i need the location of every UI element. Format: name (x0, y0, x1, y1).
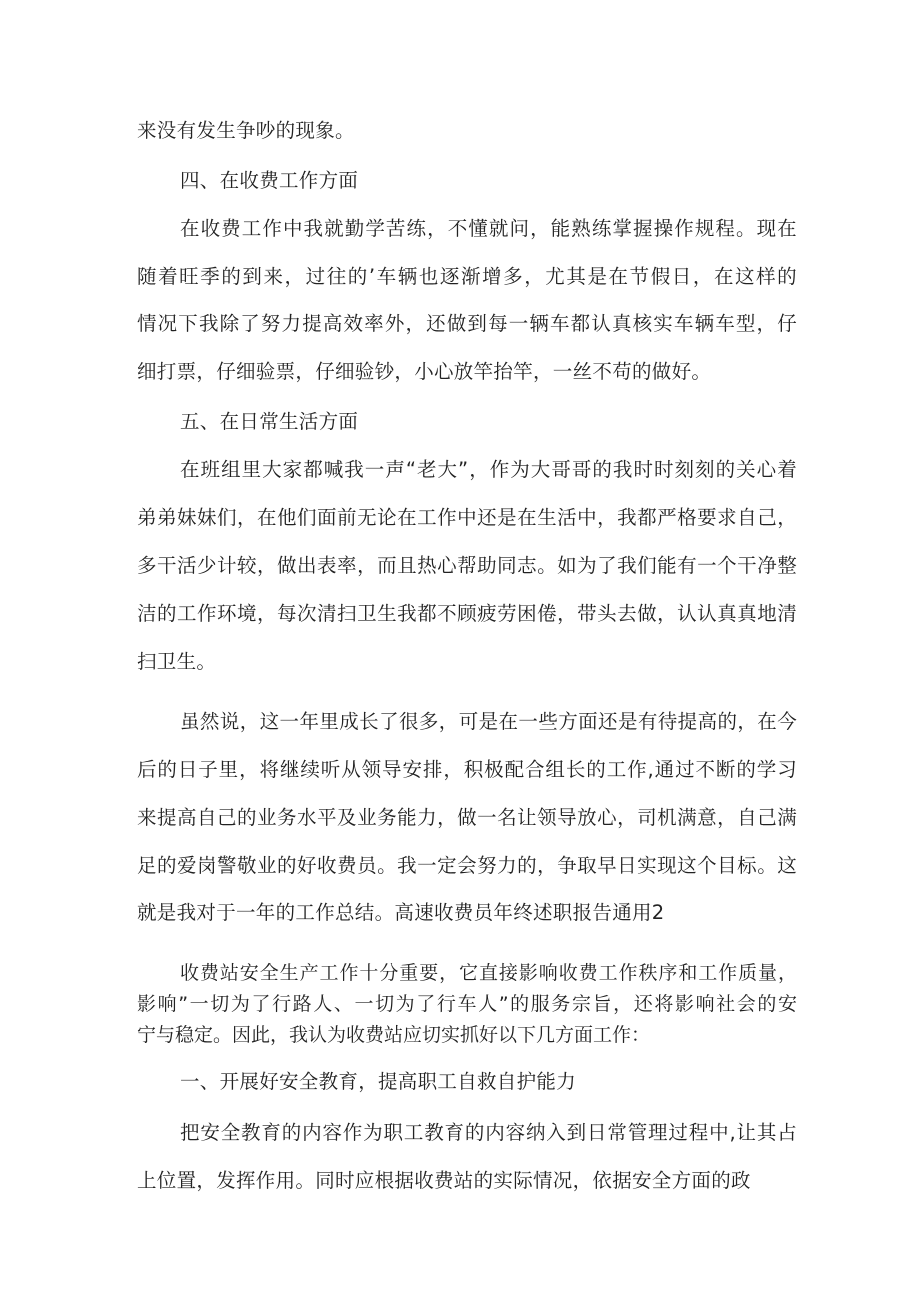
paragraph-line: 随着旺季的到来，过往的’车辆也逐渐增多，尤其是在节假日，在这样的 (137, 265, 797, 288)
paragraph-line: 情况下我除了努力提高效率外，还做到每一辆车都认真核实车辆车型，仔 (137, 312, 797, 335)
paragraph-line: 来没有发生争吵的现象。 (137, 119, 355, 142)
paragraph-line: 宁与稳定。因此，我认为收费站应切实抓好以下几方面工作： (137, 1024, 651, 1046)
paragraph-line: 扫卫生。 (137, 650, 217, 673)
paragraph-line: 收费站安全生产工作十分重要，它直接影响收费工作秩序和工作质量， (180, 962, 797, 984)
paragraph-line: 虽然说，这一年里成长了很多，可是在一些方面还是有待提高的，在今 (180, 710, 797, 733)
paragraph-line: 来提高自己的业务水平及业务能力，做一名让领导放心，司机满意，自己满 (137, 806, 797, 829)
paragraph-line: 后的日子里，将继续听从领导安排，积极配合组长的工作,通过不断的学习 (137, 758, 797, 781)
paragraph-line: 就是我对于一年的工作总结。高速收费员年终述职报告通用2 (137, 901, 665, 924)
paragraph-line: 弟弟妹妹们，在他们面前无论在工作中还是在生活中，我都严格要求自己， (137, 506, 797, 529)
paragraph-line: 洁的工作环境，每次清扫卫生我都不顾疲劳困倦，带头去做，认认真真地清 (137, 602, 797, 625)
paragraph-line: 在班组里大家都喊我一声“老大”，作为大哥哥的我时时刻刻的关心着 (180, 458, 797, 481)
paragraph-line: 足的爱岗警敬业的好收费员。我一定会努力的，争取早日实现这个目标。这 (137, 854, 797, 877)
section-heading-4: 四、在收费工作方面 (180, 169, 359, 192)
paragraph-line: 细打票，仔细验票，仔细验钞，小心放竿抬竿，一丝不苟的做好。 (137, 360, 712, 383)
paragraph-line: 上位置，发挥作用。同时应根据收费站的实际情况，依据安全方面的政 (137, 1169, 751, 1192)
section-heading-1: 一、开展好安全教育，提高职工自救自护能力 (180, 1070, 577, 1093)
section-heading-5: 五、在日常生活方面 (180, 410, 359, 433)
paragraph-line: 多干活少计较，做出表率，而且热心帮助同志。如为了我们能有一个干净整 (137, 554, 797, 577)
paragraph-line: 把安全教育的内容作为职工教育的内容纳入到日常管理过程中,让其占 (180, 1121, 797, 1144)
paragraph-line: 影响”一切为了行路人、一切为了行车人”的服务宗旨，还将影响社会的安 (137, 993, 797, 1015)
paragraph-line: 在收费工作中我就勤学苦练，不懂就问，能熟练掌握操作规程。现在 (180, 217, 797, 240)
